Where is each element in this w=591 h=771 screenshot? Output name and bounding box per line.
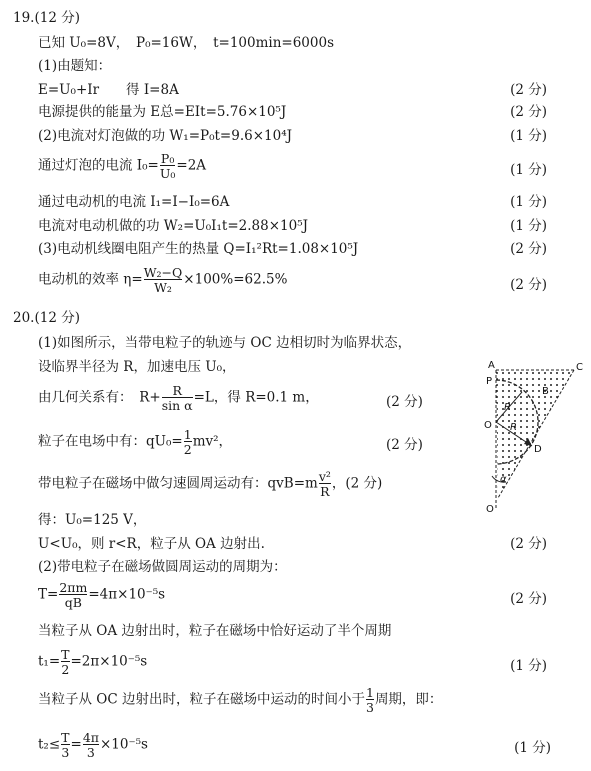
score: (1 分) xyxy=(514,740,551,756)
fraction: $\frac{\text{P₀}}{\text{U₀}}$ xyxy=(159,151,176,182)
fraction: $\frac{1}{3}$ xyxy=(365,685,374,716)
fraction: $\frac{4\pi}{3}$ xyxy=(82,730,99,761)
score: (1 分) xyxy=(510,194,547,210)
oc-exit-statement: 当粒子从 OC 边射出时，粒子在磁场中运动的时间小于 $\frac{1}{3}$ 周期，即： xyxy=(38,685,443,716)
score: (2 分) xyxy=(510,104,547,120)
score: (1 分) xyxy=(510,218,547,234)
statement-line-1: (1)如图所示，当带电粒子的轨迹与 OC 边相切时为临界状态， xyxy=(38,335,412,351)
fraction: $\frac{R}{\text{sin α}}$ xyxy=(161,383,193,414)
label-a: A xyxy=(488,360,495,371)
fraction: $\frac{T}{2}$ xyxy=(61,647,70,678)
label-alpha: α xyxy=(500,474,507,485)
score: (2 分) xyxy=(510,241,547,257)
label-o: O xyxy=(484,420,492,431)
label-r2: R xyxy=(510,422,517,433)
fraction: $\frac{2\pi m}{qB}$ xyxy=(59,580,88,611)
efficiency-equation: 电动机的效率 η= $\frac{\text{W₂−Q}}{\text{W₂}}$ ×100%=62.5% xyxy=(38,265,288,296)
fraction: $\frac{\text{W₂−Q}}{\text{W₂}}$ xyxy=(143,265,183,296)
score: (2 分) xyxy=(386,394,423,410)
bulb-work-equation: (2)电流对灯泡做的功 W₁=P₀t=9.6×10⁴J xyxy=(38,128,293,144)
t2-equation: t₂≤ $\frac{T}{3}$ = $\frac{4\pi}{3}$ ×10⁻⁵s xyxy=(38,730,148,761)
score: (1 分) xyxy=(510,128,547,144)
magnetic-field-diagram xyxy=(470,358,588,518)
statement-line-2: 设临界半径为 R，加速电压 U₀， xyxy=(38,359,236,375)
part-2-label: (2)带电粒子在磁场做圆周运动的周期为： xyxy=(38,559,287,575)
score: (1 分) xyxy=(510,658,547,674)
fraction: $\frac{T}{3}$ xyxy=(61,730,70,761)
electric-field-equation: 粒子在电场中有：qU₀= $\frac{1}{2}$ mv²， xyxy=(38,427,233,458)
part-1-label: (1)由题知： xyxy=(38,58,112,74)
problem-20-heading: 20.(12 分) xyxy=(13,310,80,326)
emf-equation: E=U₀+Ir 得 I=8A xyxy=(38,82,179,98)
fraction: $\frac{1}{2}$ xyxy=(183,427,192,458)
label-r1: R xyxy=(504,402,511,413)
magnetic-field-equation: 带电粒子在磁场中做匀速圆周运动有：qvB=m $\frac{\text{v²}}{R}$ ，(2 分) xyxy=(38,469,383,500)
score: (2 分) xyxy=(510,82,547,98)
score: (2 分) xyxy=(510,591,547,607)
bulb-current-equation: 通过灯泡的电流 I₀= $\frac{\text{P₀}}{\text{U₀}}$ =2A xyxy=(38,151,207,182)
t1-equation: t₁= $\frac{T}{2}$ =2π×10⁻⁵s xyxy=(38,647,148,678)
score: (2 分) xyxy=(510,536,547,552)
problem-19-heading: 19.(12 分) xyxy=(13,10,80,26)
given-values: 已知 U₀=8V， P₀=16W， t=100min=6000s xyxy=(38,35,335,51)
label-c: C xyxy=(576,362,583,373)
label-p: P xyxy=(486,376,493,387)
motor-current-equation: 通过电动机的电流 I₁=I−I₀=6A xyxy=(38,194,230,210)
conclusion: U<U₀，则 r<R，粒子从 OA 边射出. xyxy=(38,536,265,552)
energy-equation: 电源提供的能量为 E总=EIt=5.76×10⁵J xyxy=(38,104,287,120)
label-d: D xyxy=(534,444,542,455)
motor-work-equation: 电流对电动机做的功 W₂=U₀I₁t=2.88×10⁵J xyxy=(38,218,309,234)
fraction: $\frac{\text{v²}}{R}$ xyxy=(318,469,331,500)
score: (2 分) xyxy=(510,277,547,293)
label-b: B xyxy=(542,386,549,397)
oa-exit-statement: 当粒子从 OA 边射出时，粒子在磁场中恰好运动了半个周期 xyxy=(38,623,392,639)
voltage-result: 得：U₀=125 V， xyxy=(38,512,147,528)
score: (1 分) xyxy=(510,162,547,178)
period-equation: T= $\frac{2\pi m}{qB}$ =4π×10⁻⁵s xyxy=(38,580,166,611)
score: (2 分) xyxy=(386,437,423,453)
label-o-bottom: O xyxy=(486,504,494,515)
heat-equation: (3)电动机线圈电阻产生的热量 Q=I₁²Rt=1.08×10⁵J xyxy=(38,241,359,257)
geometry-equation: 由几何关系有： R+ $\frac{R}{\text{sin α}}$ =L，得 R=0.1 m， xyxy=(38,383,319,414)
